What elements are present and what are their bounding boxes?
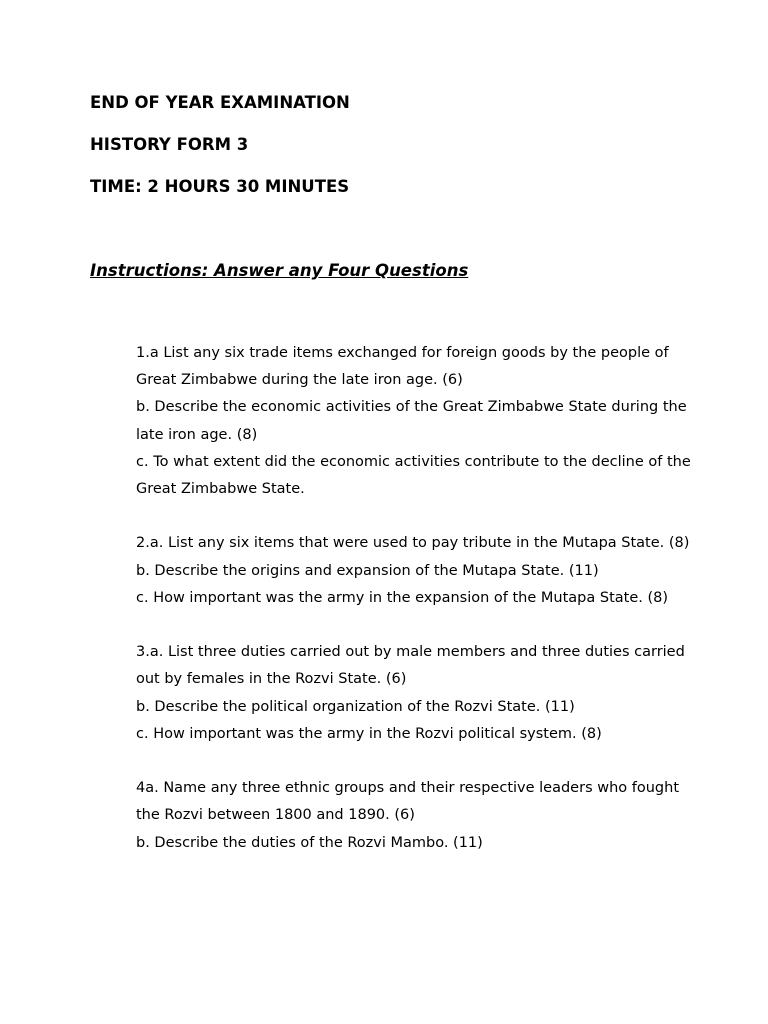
question-3-part-a: 3.a. List three duties carried out by male members and three duties carried out by females in the Rozvi State. (6): [136, 644, 685, 688]
exam-instructions: Instructions: Answer any Four Questions: [90, 261, 469, 280]
question-1: [136, 340, 696, 503]
exam-subject: HISTORY FORM 3: [90, 135, 249, 154]
question-3: [136, 639, 696, 748]
question-4-part-a: 4a. Name any three ethnic groups and their respective leaders who fought the Rozvi between 1800 and 1890. (6): [136, 780, 680, 824]
question-2-part-c: c. How important was the army in the expansion of the Mutapa State. (8): [136, 589, 669, 606]
question-3-part-b: b. Describe the political organization of the Rozvi State. (11): [136, 698, 575, 715]
question-1-part-b: b. Describe the economic activities of the Great Zimbabwe State during the late iron age. (8): [136, 399, 687, 443]
question-4-part-b: b. Describe the duties of the Rozvi Mambo. (11): [136, 834, 483, 851]
exam-time: TIME: 2 HOURS 30 MINUTES: [90, 177, 350, 196]
question-1-part-a: 1.a List any six trade items exchanged for foreign goods by the people of Great Zimbabwe during the late iron age. (6): [136, 345, 669, 389]
exam-title: END OF YEAR EXAMINATION: [90, 93, 350, 112]
question-3-part-c: c. How important was the army in the Rozvi political system. (8): [136, 725, 602, 742]
question-list: [136, 340, 696, 884]
question-2: [136, 530, 696, 612]
question-2-part-b: b. Describe the origins and expansion of the Mutapa State. (11): [136, 562, 599, 579]
question-2-part-a: 2.a. List any six items that were used to pay tribute in the Mutapa State. (8): [136, 535, 690, 552]
question-4: [136, 775, 696, 857]
question-1-part-c: c. To what extent did the economic activities contribute to the decline of the Great Zimbabwe State.: [136, 453, 691, 498]
